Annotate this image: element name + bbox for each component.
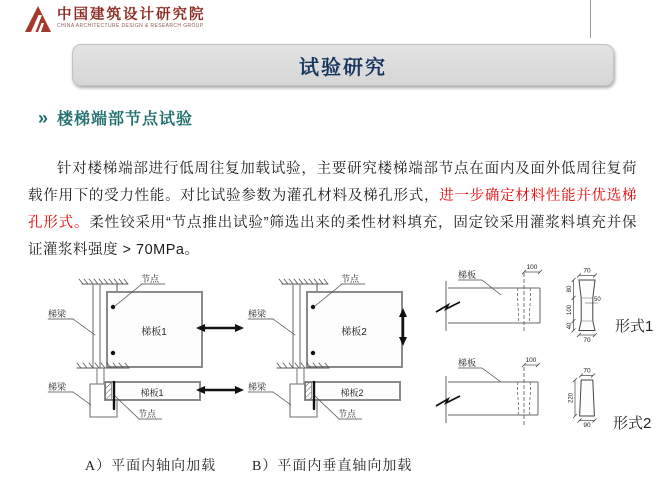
horizontal-load-arrow-icon [196, 324, 244, 332]
logo [25, 6, 206, 32]
dim-70: 70 [583, 267, 591, 275]
form1-section [579, 280, 595, 331]
page-title: 试验研究 [299, 56, 387, 79]
test-diagrams [35, 255, 665, 455]
detail-form1 [436, 264, 653, 344]
joint-dot [111, 351, 115, 355]
section-heading [38, 106, 193, 129]
break-symbol [436, 302, 460, 312]
body-text-2: 柔性铰采用“节点推出试验”筛选出来的柔性材料填充，固定铰采用灌浆料填充并保证灌浆料强度 > 70MPa。 [28, 214, 638, 258]
break-symbol [436, 396, 460, 406]
joint-dot [311, 351, 315, 355]
logo-title-cn: 中国建筑设计研究院 [57, 7, 206, 24]
beam-label: 梯梁 [48, 382, 67, 392]
joint-label: 节点 [341, 274, 360, 284]
joint-label: 节点 [338, 409, 357, 419]
slab2-label: 梯板2 [340, 388, 364, 398]
body-paragraph [28, 156, 637, 264]
caption-a: A）平面内轴向加载 [85, 459, 217, 474]
form1-title: 形式1 [615, 318, 654, 335]
title-banner [72, 44, 614, 86]
form2-title: 形式2 [613, 415, 652, 432]
slab1-label: 梯板1 [141, 327, 167, 338]
dim-100: 100 [526, 264, 538, 271]
form2-section [580, 380, 595, 416]
grout-joint [306, 383, 312, 400]
dim-70: 70 [583, 337, 591, 344]
logo-mark-icon [25, 6, 51, 32]
caption-b: B）平面内垂直轴向加载 [252, 459, 413, 474]
joint-dot [111, 305, 115, 309]
beam-label: 梯梁 [248, 382, 267, 392]
dim-100: 100 [525, 357, 537, 364]
diagram-b-plan [248, 273, 407, 367]
joint-label: 节点 [138, 409, 157, 419]
dim-220: 220 [568, 392, 575, 404]
body-text-highlight: 进一步确定材料性能并优选梯孔形式。 [28, 187, 638, 231]
beam-label: 梯梁 [48, 309, 67, 319]
chevron-marker-icon: » [38, 107, 49, 128]
detail-form2 [436, 357, 651, 432]
dim-90: 90 [583, 422, 591, 429]
slab-label: 梯板 [458, 270, 477, 280]
logo-title-en: CHINA ARCHITECTURE DESIGN & RESEARCH GROUP [57, 23, 204, 30]
support-hatch [279, 279, 328, 284]
dim-40: 40 [567, 322, 573, 330]
body-text-1: 针对楼梯端部进行低周往复加载试验，主要研究楼梯端部节点在面内及面外低周往复荷载作用下的受力性能。对比试验参数为灌孔材料及梯孔形式， [28, 160, 637, 204]
dim-100: 100 [567, 304, 573, 316]
dim-70: 70 [583, 367, 591, 375]
diagram-a-side [48, 363, 244, 419]
support-hatch [79, 279, 128, 284]
slab2-label: 梯板2 [341, 327, 367, 338]
decorative-line [590, 0, 591, 38]
horizontal-load-arrow-icon [196, 386, 244, 394]
dim-80: 80 [567, 285, 573, 293]
logo-text [57, 8, 206, 29]
joint-dot [311, 305, 315, 309]
section-title: 楼梯端部节点试验 [57, 111, 194, 128]
slab-label: 梯板 [458, 358, 477, 368]
slab1-label: 梯板1 [140, 388, 164, 398]
joint-label: 节点 [141, 274, 160, 284]
diagram-a-plan [48, 273, 244, 367]
dim-50: 50 [594, 297, 601, 303]
beam-label: 梯梁 [248, 309, 267, 319]
diagram-b-side [248, 363, 400, 419]
grout-joint [106, 383, 112, 400]
